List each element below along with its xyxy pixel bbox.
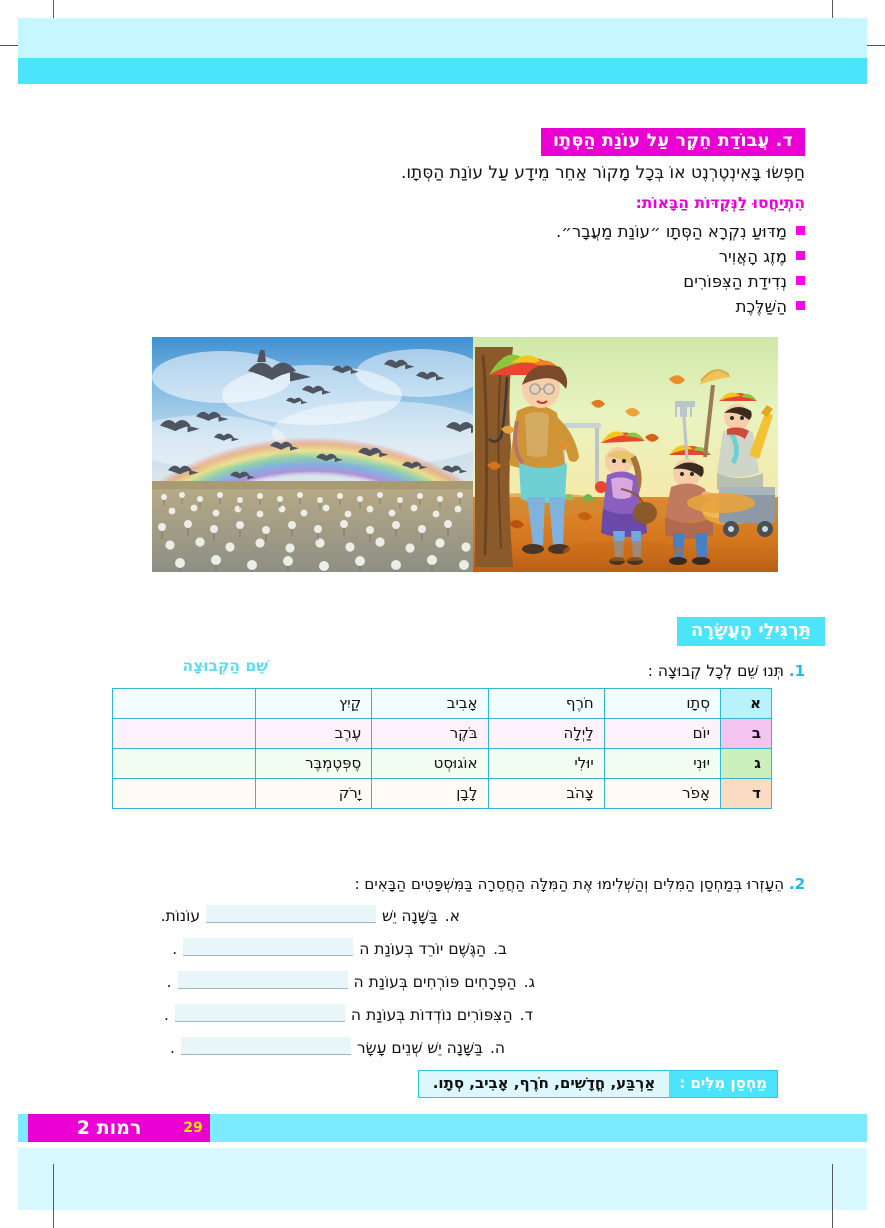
list-item [65,247,805,272]
table-cell: צָהֹב [488,779,604,809]
word-bank-label: מַחְסַן מִלִּים : [669,1071,777,1097]
item-marker: ב. [493,940,507,958]
answer-blank-c[interactable] [178,971,348,989]
question-1-number: 1. [788,662,805,680]
table-cell: קַיִץ [256,689,372,719]
table-row [113,749,772,779]
sentence-after: . [163,1006,169,1024]
item-marker: ג. [523,973,535,991]
row-letter: ג [721,749,772,779]
fill-row-a [65,903,805,936]
answer-blank-b[interactable] [183,938,353,956]
question-1-prompt [648,662,805,680]
table-cell: יוּנִי [604,749,720,779]
square-bullet-icon [796,226,805,235]
table-cell: לַיְלָה [488,719,604,749]
footer-brand: רמות 2 [28,1114,190,1142]
sentence-before: בַּשָּׁנָה יֵשׁ שְׁנֵים עָשָׂר [356,1039,483,1057]
group-name-answer-cell[interactable] [113,749,256,779]
group-name-column-header: שֵׁם הַקְּבוּצָה [182,657,268,675]
exercises-banner: תַּרְגִּילֵי הָעֲשָׂרָה [677,617,825,646]
header-band-pale [18,18,867,58]
list-item-label: מַדּוּעַ נִקְרָא הַסְּתָו ״עוֹנַת מַעֲבָר״. [556,222,787,241]
page-number: 29 [176,1114,210,1142]
autumn-children-illustration [473,337,778,572]
item-marker: ה. [489,1039,505,1057]
table-cell: יוֹם [604,719,720,749]
table-cell: יָרֹק [256,779,372,809]
sentence-before: בַּשָּׁנָה יֵשׁ [382,907,438,925]
section-title: ד. עֲבוֹדַת חֵקֶר עַל עוֹנַת הַסְּתָו [541,128,805,156]
sentence-after: עוֹנוֹת. [160,907,201,925]
list-item [65,272,805,297]
item-marker: ד. [519,1006,533,1024]
item-marker: א. [444,907,460,925]
table-cell: אוֹגוּסְט [372,749,488,779]
sentence-after: . [169,1039,175,1057]
row-letter: א [721,689,772,719]
bird-migration-photo [152,337,473,572]
table-cell: סְתָו [604,689,720,719]
answer-blank-a[interactable] [206,905,376,923]
header-band-bright [18,58,867,84]
answer-blank-e[interactable] [181,1037,351,1055]
answer-blank-d[interactable] [175,1004,345,1022]
table-cell: עֶרֶב [256,719,372,749]
word-bank [418,1070,778,1098]
fill-in-the-blank-list [65,903,805,1068]
crop-mark-bottom-right [53,1164,54,1228]
sentence-after: . [166,973,172,991]
row-letter: ד [721,779,772,809]
sentence-before: הַגֶּשֶׁם יוֹרֵד בְּעוֹנַת ה [359,940,487,958]
fill-row-b [65,936,805,969]
research-points-list [65,222,805,322]
table-cell: סֶפְּטֶמְבֶּר [256,749,372,779]
table-cell: לָבָן [372,779,488,809]
square-bullet-icon [796,301,805,310]
sentence-after: . [172,940,178,958]
illustration-row [152,337,778,572]
square-bullet-icon [796,251,805,260]
table-cell: יוּלִי [488,749,604,779]
groups-table [112,688,772,809]
table-cell: אָפֹר [604,779,720,809]
list-item [65,222,805,247]
group-name-answer-cell[interactable] [113,719,256,749]
fill-row-c [65,969,805,1002]
section-subheading: הִתְיַחֲסוּ לַנְּקֻדּוֹת הַבָּאוֹת: [635,194,805,212]
table-row [113,689,772,719]
list-item [65,297,805,322]
word-bank-words: אַרְבַּע, חֳדָשִׁים, חֹרֶף, אָבִיב, סְתָו. [419,1071,670,1097]
footer-band-bottom [18,1148,867,1210]
fill-row-e [65,1035,805,1068]
list-item-label: נְדִידַת הַצִּפּוֹרִים [683,272,787,291]
row-letter: ב [721,719,772,749]
table-cell: בֹּקֶר [372,719,488,749]
list-item-label: מֶזֶג הָאֲוִיר [718,247,787,266]
table-row [113,779,772,809]
crop-mark-bottom-left [832,1164,833,1228]
table-cell: חֹרֶף [488,689,604,719]
question-2-text: הֵעָזְרוּ בְּמַחְסַן הַמִּלִּים וְהַשְׁלִימוּ אֶת הַמִּלָּה הַחֲסֵרָה בַּמִּשְׁפָּטִים הַבָּאִים : [354,875,785,893]
section-intro: חַפְּשׂוּ בָּאִינְטֶרְנֶט אוֹ בְּכָל מָקוֹר אַחֵר מֵידָע עַל עוֹנַת הַסְּתָו. [401,163,805,183]
question-1-text: תְּנוּ שֵׁם לְכָל קְבוּצָה : [647,662,784,680]
group-name-answer-cell[interactable] [113,779,256,809]
question-2-number: 2. [788,875,805,893]
list-item-label: הַשַּׁלֶּכֶת [735,297,787,316]
table-row [113,719,772,749]
sentence-before: הַצִּפּוֹרִים נוֹדְדוֹת בְּעוֹנַת ה [350,1006,513,1024]
sentence-before: הַפְּרָחִים פּוֹרְחִים בְּעוֹנַת ה [353,973,517,991]
square-bullet-icon [796,276,805,285]
fill-row-d [65,1002,805,1035]
table-cell: אָבִיב [372,689,488,719]
question-2-prompt [355,875,805,893]
group-name-answer-cell[interactable] [113,689,256,719]
